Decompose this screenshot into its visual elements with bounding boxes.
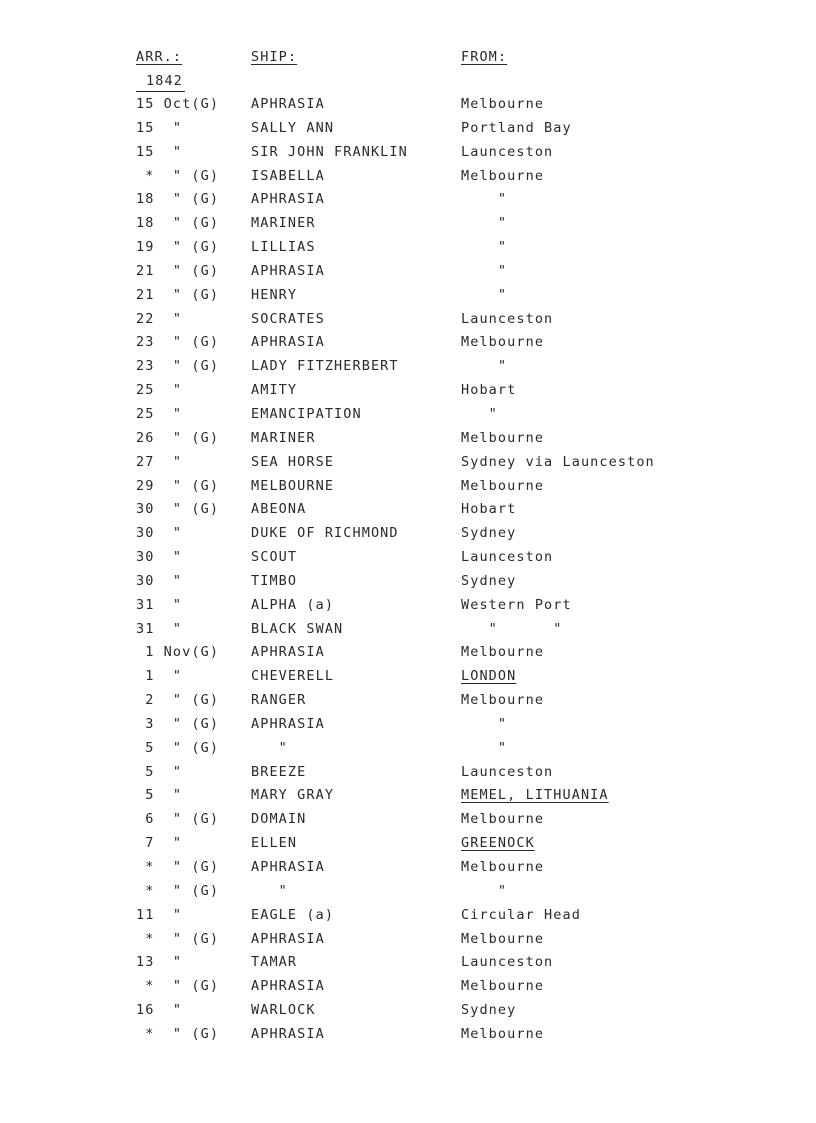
origin-port: " (461, 215, 508, 232)
arrival-row (0, 549, 816, 573)
origin-port: Sydney (461, 1002, 517, 1019)
arrival-row (0, 907, 816, 931)
arrival-row (0, 406, 816, 430)
origin-port: Hobart (461, 501, 517, 518)
ship-name: ELLEN (251, 835, 298, 852)
origin-port: Melbourne (461, 692, 545, 709)
arrival-date: 30 " (G) (136, 501, 220, 518)
arrival-row (0, 883, 816, 907)
arrival-date: 5 " (136, 787, 183, 804)
ship-name: AMITY (251, 382, 298, 399)
ship-name: MARINER (251, 215, 316, 232)
origin-port: " (461, 405, 498, 422)
origin-port: Launceston (461, 954, 554, 971)
arrival-row (0, 1002, 816, 1026)
ship-name: SCOUT (251, 549, 298, 566)
arrivals-table (0, 96, 816, 1050)
arrival-row (0, 597, 816, 621)
origin-port: " (461, 262, 508, 279)
ship-name: APHRASIA (251, 644, 325, 661)
origin-port: Hobart (461, 382, 517, 399)
arrival-row (0, 716, 816, 740)
origin-port: Portland Bay (461, 119, 572, 136)
ship-name: APHRASIA (251, 191, 325, 208)
origin-port: Melbourne (461, 978, 545, 995)
origin-port: Launceston (461, 310, 554, 327)
origin-port: Melbourne (461, 859, 545, 875)
arrival-date: 13 " (136, 954, 183, 971)
arrival-row (0, 358, 816, 382)
ship-name: ISABELLA (251, 167, 325, 184)
arrival-date: 5 " (G) (136, 739, 220, 756)
arrival-date: 26 " (G) (136, 429, 220, 446)
arrival-row (0, 859, 816, 883)
arrival-date: * " (G) (136, 1025, 220, 1042)
ship-name: APHRASIA (251, 978, 325, 995)
ship-name: SALLY ANN (251, 119, 335, 136)
arrival-date: 2 " (G) (136, 692, 220, 709)
ship-name: WARLOCK (251, 1002, 316, 1019)
origin-port: Melbourne (461, 644, 545, 661)
origin-port: Melbourne (461, 1025, 545, 1042)
arrival-date: 25 " (136, 405, 183, 422)
origin-port: " (461, 286, 508, 303)
origin-port: Melbourne (461, 429, 545, 446)
origin-port: Melbourne (461, 930, 545, 947)
year-heading: 1842 (146, 73, 183, 89)
arrival-date: 23 " (G) (136, 358, 220, 375)
arrival-date: 30 " (136, 549, 183, 566)
arrival-date: 15 " (136, 119, 183, 136)
arrival-row (0, 668, 816, 692)
ship-name: " (251, 739, 288, 756)
ship-name: APHRASIA (251, 859, 325, 875)
arrival-row (0, 525, 816, 549)
origin-port: Launceston (461, 143, 554, 160)
arrival-row (0, 263, 816, 287)
ship-name: MARINER (251, 429, 316, 446)
ship-name: BREEZE (251, 763, 307, 780)
origin-port: " (461, 715, 508, 732)
header-from: FROM: (461, 49, 508, 65)
arrival-row (0, 835, 816, 859)
arrival-date: 1 " (136, 668, 183, 685)
origin-port: Circular Head (461, 906, 581, 923)
arrival-row (0, 239, 816, 263)
arrival-date: * " (G) (136, 167, 220, 184)
ship-name: APHRASIA (251, 930, 325, 947)
arrival-row (0, 978, 816, 1002)
origin-port: Melbourne (461, 334, 545, 351)
ship-name: RANGER (251, 692, 307, 709)
arrival-date: 7 " (136, 835, 183, 852)
arrival-row (0, 954, 816, 978)
arrival-date: 5 " (136, 763, 183, 780)
arrival-date: 29 " (G) (136, 477, 220, 494)
ship-name: APHRASIA (251, 334, 325, 351)
arrival-date: 16 " (136, 1002, 183, 1019)
arrival-date: 18 " (G) (136, 215, 220, 232)
arrival-date: * " (G) (136, 978, 220, 995)
origin-port: Sydney via Launceston (461, 453, 655, 470)
arrival-date: 3 " (G) (136, 715, 220, 732)
ship-name: CHEVERELL (251, 668, 335, 685)
origin-port: Western Port (461, 596, 572, 613)
ship-name: APHRASIA (251, 1025, 325, 1042)
origin-port: Launceston (461, 549, 554, 566)
ship-name: HENRY (251, 286, 298, 303)
arrival-date: 11 " (136, 906, 183, 923)
arrival-row (0, 215, 816, 239)
header-arrived: ARR.: (136, 49, 183, 65)
arrival-row (0, 478, 816, 502)
ship-name: APHRASIA (251, 262, 325, 279)
arrival-date: 23 " (G) (136, 334, 220, 351)
ship-name: EAGLE (a) (251, 906, 335, 923)
ship-name: MARY GRAY (251, 787, 335, 804)
arrival-row (0, 168, 816, 192)
arrival-date: 30 " (136, 572, 183, 589)
arrival-date: 22 " (136, 310, 183, 327)
arrival-date: * " (G) (136, 930, 220, 947)
origin-port: Melbourne (461, 477, 545, 494)
arrival-row (0, 287, 816, 311)
arrival-date: 18 " (G) (136, 191, 220, 208)
year-underline (136, 91, 185, 92)
arrival-date: 31 " (136, 620, 183, 637)
arrival-row (0, 740, 816, 764)
origin-port: " (461, 358, 508, 375)
origin-port: Sydney (461, 572, 517, 589)
arrival-row (0, 621, 816, 645)
ship-name: DUKE OF RICHMOND (251, 525, 399, 542)
origin-port: Melbourne (461, 811, 545, 828)
arrival-date: 25 " (136, 382, 183, 399)
arrival-row (0, 382, 816, 406)
arrival-row (0, 454, 816, 478)
origin-port: " (461, 239, 508, 256)
origin-port: " (461, 191, 508, 208)
origin-port: " (461, 882, 508, 899)
ship-name: " (251, 882, 288, 899)
arrival-date: 27 " (136, 453, 183, 470)
arrival-row (0, 334, 816, 358)
arrival-row (0, 120, 816, 144)
arrival-row (0, 311, 816, 335)
ship-name: ALPHA (a) (251, 596, 335, 613)
arrival-date: 19 " (G) (136, 239, 220, 256)
arrival-date: 15 Oct(G) (136, 96, 220, 112)
ship-name: LADY FITZHERBERT (251, 358, 399, 375)
arrival-date: 15 " (136, 143, 183, 160)
origin-port: Launceston (461, 763, 554, 780)
origin-port: " " (461, 620, 563, 637)
ship-name: LILLIAS (251, 239, 316, 256)
ship-name: SOCRATES (251, 310, 325, 327)
arrival-row (0, 787, 816, 811)
arrival-row (0, 96, 816, 120)
origin-port: Melbourne (461, 96, 545, 112)
ship-name: APHRASIA (251, 715, 325, 732)
arrival-row (0, 1026, 816, 1050)
arrival-row (0, 931, 816, 955)
origin-port: GREENOCK (461, 835, 535, 852)
origin-port: " (461, 739, 508, 756)
origin-port: Melbourne (461, 167, 545, 184)
arrival-row (0, 692, 816, 716)
ship-name: DOMAIN (251, 811, 307, 828)
arrival-row (0, 144, 816, 168)
arrival-date: 30 " (136, 525, 183, 542)
arrival-row (0, 573, 816, 597)
arrival-row (0, 501, 816, 525)
header-ship: SHIP: (251, 49, 298, 65)
arrival-date: * " (G) (136, 882, 220, 899)
ship-name: SIR JOHN FRANKLIN (251, 143, 408, 160)
arrival-row (0, 811, 816, 835)
ship-name: BLACK SWAN (251, 620, 344, 637)
arrival-date: 21 " (G) (136, 286, 220, 303)
arrival-date: 6 " (G) (136, 811, 220, 828)
arrival-row (0, 191, 816, 215)
arrival-date: 21 " (G) (136, 262, 220, 279)
ship-name: TAMAR (251, 954, 298, 971)
origin-port: Sydney (461, 525, 517, 542)
ship-name: EMANCIPATION (251, 405, 362, 422)
arrival-date: * " (G) (136, 859, 220, 875)
arrival-row (0, 764, 816, 788)
ship-name: TIMBO (251, 572, 298, 589)
arrival-row (0, 644, 816, 668)
origin-port: MEMEL, LITHUANIA (461, 787, 609, 804)
arrival-date: 1 Nov(G) (136, 644, 220, 661)
ship-name: ABEONA (251, 501, 307, 518)
ship-name: SEA HORSE (251, 453, 335, 470)
origin-port: LONDON (461, 668, 517, 685)
arrival-date: 31 " (136, 596, 183, 613)
arrival-row (0, 430, 816, 454)
ship-name: MELBOURNE (251, 477, 335, 494)
ship-name: APHRASIA (251, 96, 325, 112)
